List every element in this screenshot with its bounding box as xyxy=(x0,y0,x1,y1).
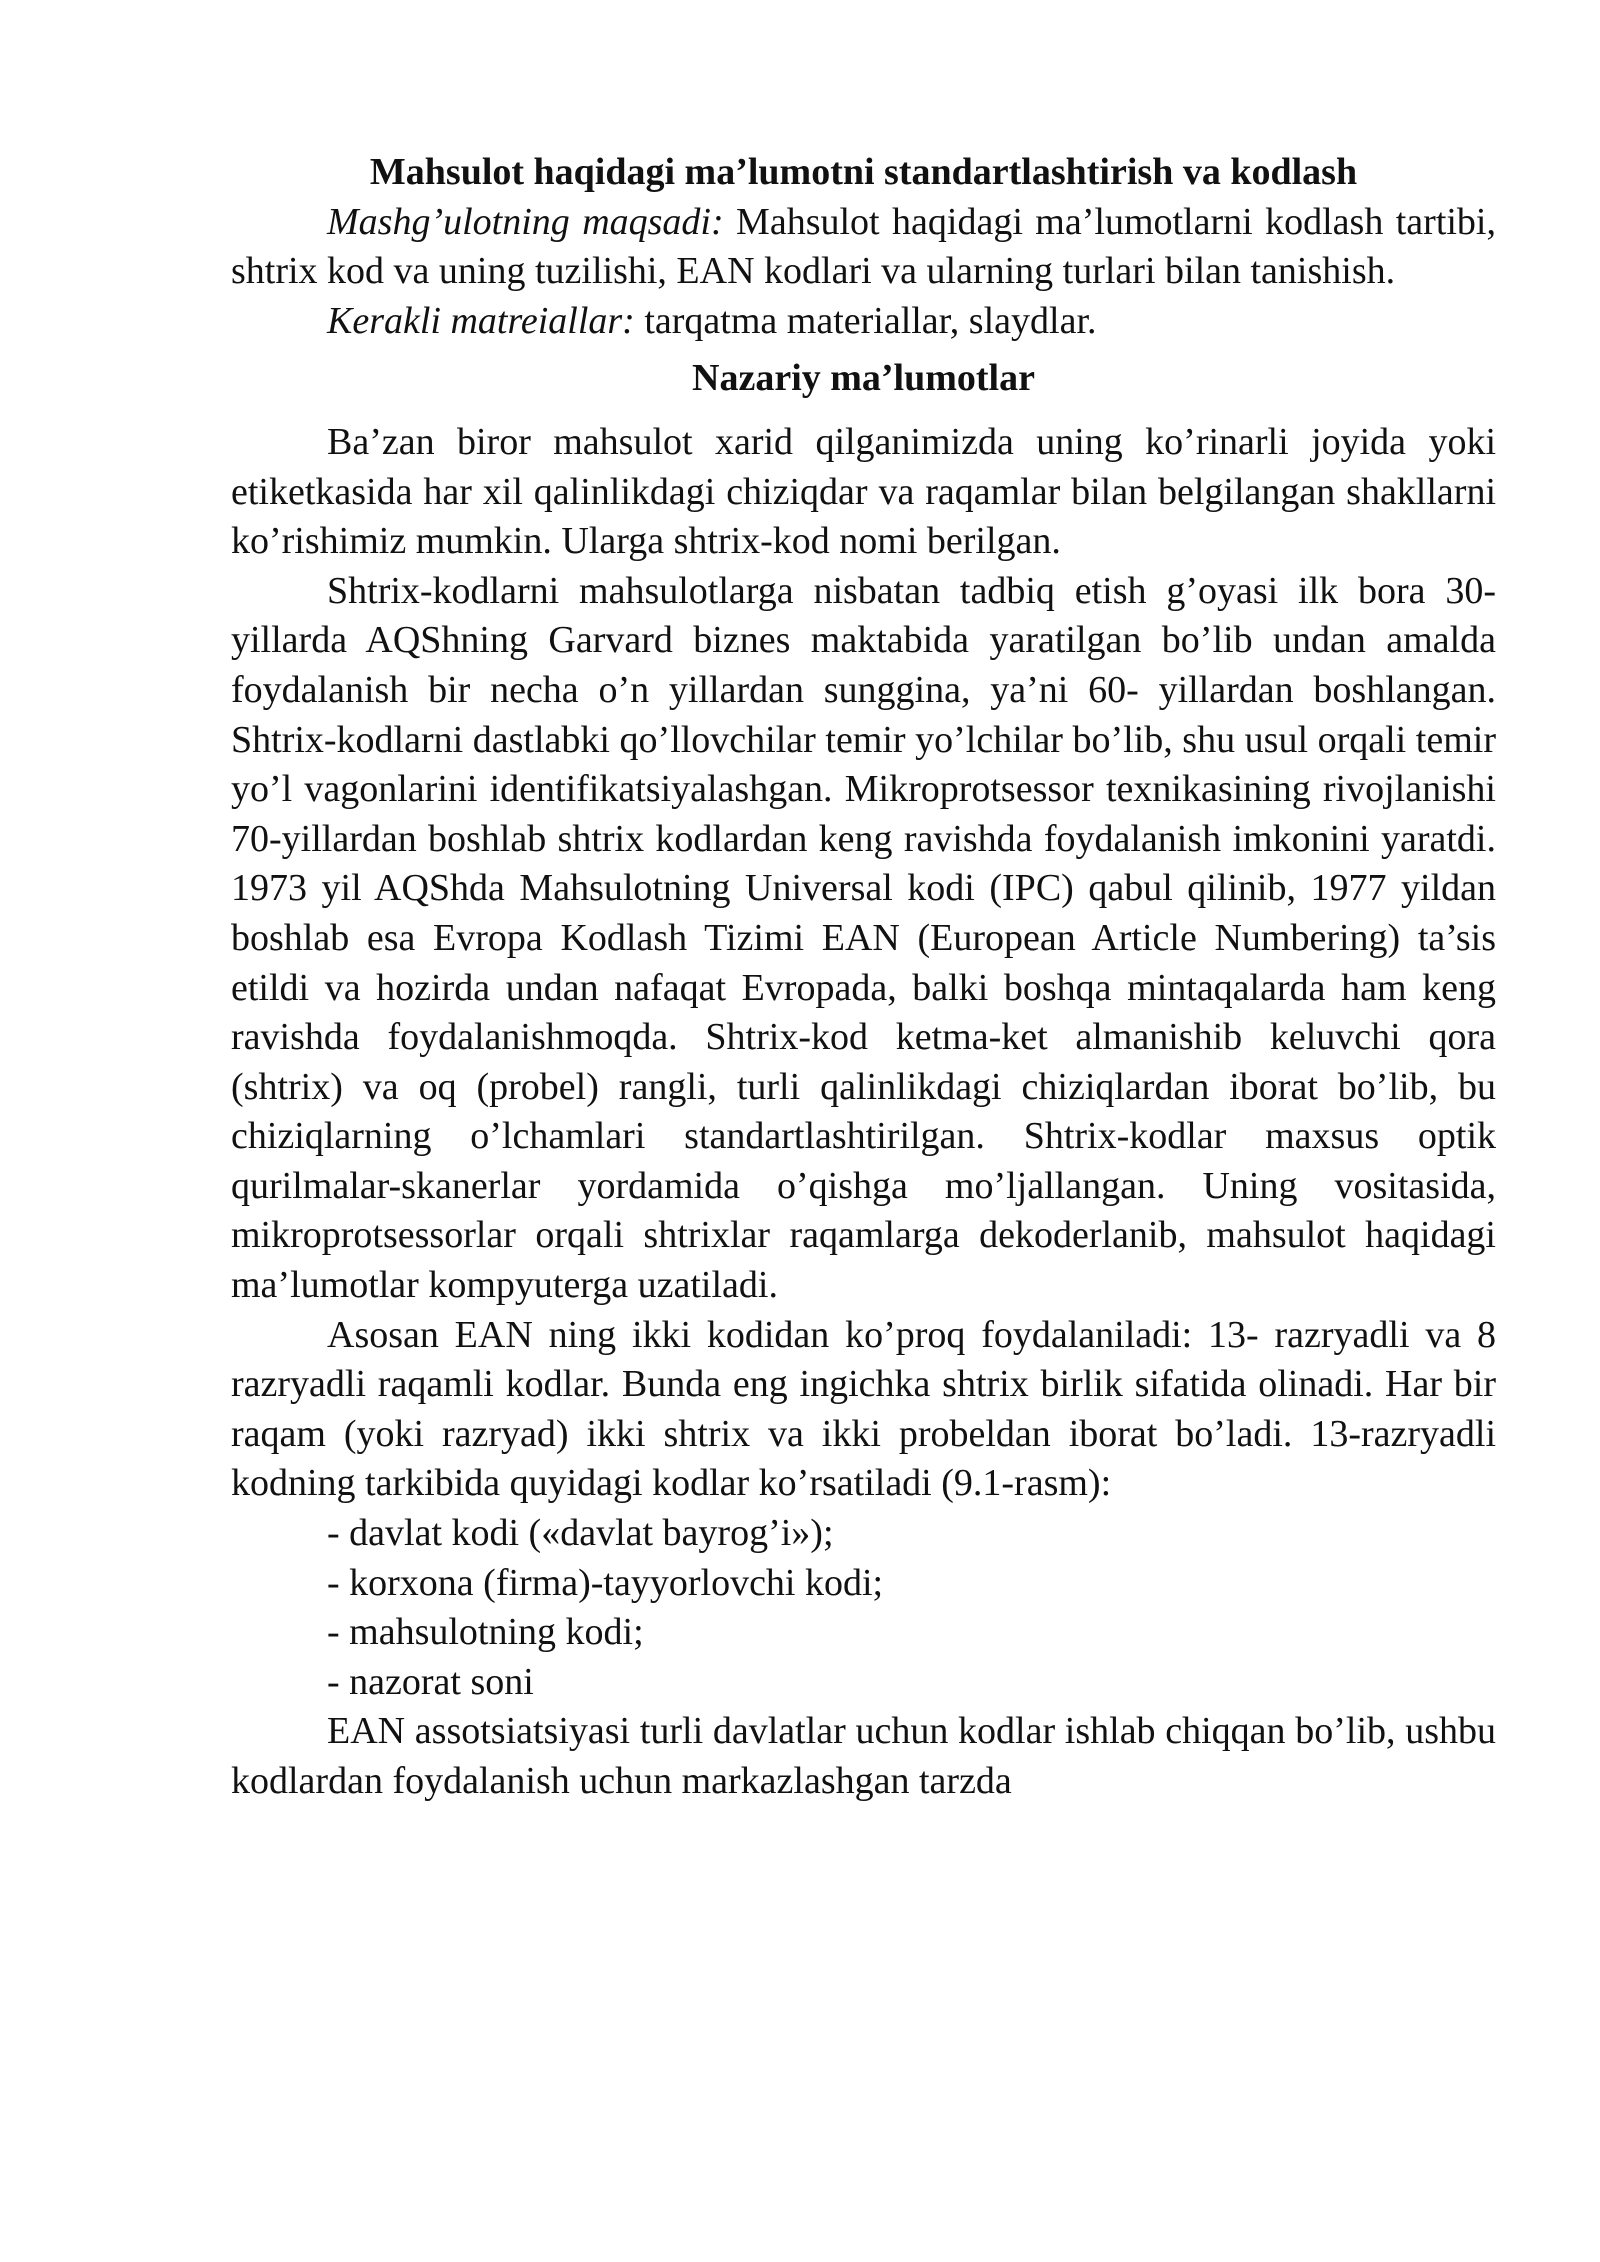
list-item: - korxona (firma)-tayyorlovchi kodi; xyxy=(327,1561,884,1604)
purpose-paragraph xyxy=(231,198,1496,297)
body-paragraph: Shtrix-kodlarni mahsulotlarga nisbatan tadbiq etish g’oyasi ilk bora 30-yillarda AQShning Garvard biznes maktabida yaratilgan bo’lib undan amalda foydalanish bir necha o’n yillardan sunggina, ya’ni 60- yillardan boshlangan. Shtrix-kodlarni dastlabki qo’llovchilar temir yo’lchilar bo’lib, shu usul orqali temir yo’l vagonlarini identifikatsiyalashgan. Mikroprotsessor texnikasining rivojlanishi 70-yillardan boshlab shtrix kodlardan keng ravishda foydalanish imkonini yaratdi. 1973 yil AQShda Mahsulotning Universal kodi (IPC) qabul qilinib, 1977 yildan boshlab esa Evropa Kodlash Tizimi EAN (European Article Numbering) ta’sis etildi va hozirda undan nafaqat Evropada, balki boshqa mintaqalarda ham keng ravishda foydalanishmoqda. Shtrix-kod ketma-ket almanishib keluvchi qora (shtrix) va oq (probel) rangli, turli qalinlikdagi chiziqlardan iborat bo’lib, bu chiziqlarning o’lchamlari standartlashtirilgan. Shtrix-kodlar maxsus optik qurilmalar-skanerlar yordamida o’qishga mo’ljallangan. Uning vositasida, mikroprotsessorlar orqali shtrixlar raqamlarga dekoderlanib, mahsulot haqidagi ma’lumotlar kompyuterga uzatiladi. xyxy=(231,569,1496,1307)
list-item: - davlat kodi («davlat bayrog’i»); xyxy=(327,1512,834,1555)
materials-paragraph xyxy=(231,297,1496,347)
list-item: - nazorat soni xyxy=(327,1660,534,1703)
purpose-text: Mahsulot haqidagi ma’lumotlarni kodlash tartibi, shtrix kod va uning tuzilishi, EAN kodlari va ularning turlari bilan tanishish. xyxy=(231,200,1496,293)
materials-label: Kerakli matreiallar: xyxy=(327,299,635,342)
document-title: Mahsulot haqidagi ma’lumotni standartlashtirish va kodlash xyxy=(369,151,1358,193)
final-paragraph: EAN assotsiatsiyasi turli davlatlar uchun kodlar ishlab chiqqan bo’lib, ushbu kodlardan foydalanish uchun markazlashgan tarzda xyxy=(231,1710,1496,1802)
purpose-label: Mashg’ulotning maqsadi: xyxy=(327,200,724,243)
document-page xyxy=(231,148,1496,1807)
body-paragraph: Asosan EAN ning ikki kodidan ko’proq foydalaniladi: 13- razryadli va 8 razryadli raqamli kodlar. Bunda eng ingichka shtrix birlik sifatida olinadi. Har bir raqam (yoki razryad) ikki shtrix va ikki probeldan iborat bo’ladi. 13-razryadli kodning tarkibida quyidagi kodlar ko’rsatiladi (9.1-rasm): xyxy=(231,1313,1496,1505)
section-title: Nazariy ma’lumotlar xyxy=(692,357,1035,400)
list-item: - mahsulotning kodi; xyxy=(327,1611,644,1654)
materials-text: tarqatma materiallar, slaydlar. xyxy=(634,299,1097,342)
body-paragraph: Ba’zan biror mahsulot xarid qilganimizda uning ko’rinarli joyida yoki etiketkasida har xil qalinlikdagi chiziqdar va raqamlar bilan belgilangan shakllarni ko’rishimiz mumkin. Ularga shtrix-kod nomi berilgan. xyxy=(231,420,1496,563)
